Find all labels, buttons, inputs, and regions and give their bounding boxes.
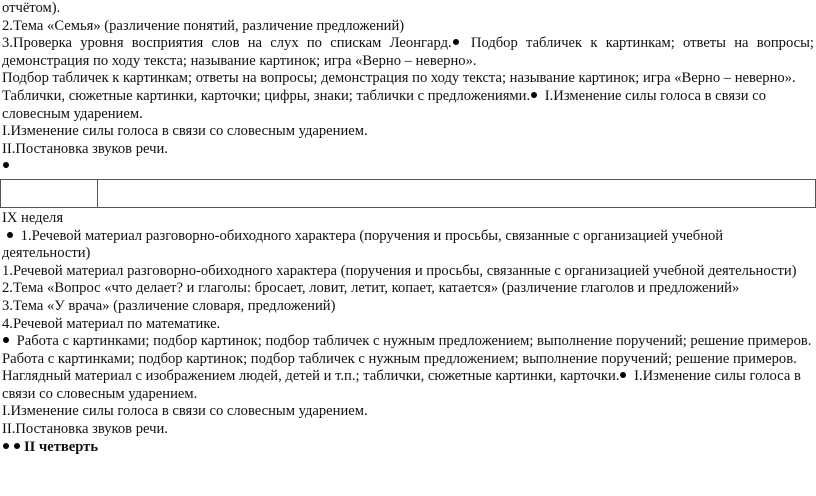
text-span: Подбор табличек к картинкам; ответы на вопросы; демонстрация по ходу текста; называние картинок; игра «Верно – неверно».: [2, 35, 814, 69]
text-paragraph: [2, 88, 814, 123]
empty-table: [0, 179, 816, 208]
text-line: II.Постановка звуков речи.: [2, 140, 168, 157]
bullet-icon: [453, 39, 459, 45]
text-span: Работа с картинками; подбор картинок; подбор табличек с нужным предложением; выполнение поручений; решение примеров.: [13, 333, 812, 350]
week-heading: IX неделя: [2, 209, 64, 226]
text-line: 3.Тема «У врача» (различение словаря, предложений): [2, 297, 336, 314]
text-line: 4.Речевой материал по математике.: [2, 315, 221, 332]
bullet-icon: [3, 337, 9, 343]
bullet-icon: [7, 232, 13, 238]
text-line: II.Постановка звуков речи.: [2, 421, 168, 438]
text-line: I.Изменение силы голоса в связи со словесным ударением.: [2, 403, 368, 420]
quarter-heading: [2, 439, 814, 457]
table-cell: [1, 179, 98, 207]
text-paragraph: [2, 35, 814, 70]
text-paragraph: [2, 368, 814, 403]
text-line: 2.Тема «Семья» (различение понятий, различение предложений): [2, 17, 405, 34]
bullet-icon: [3, 443, 9, 449]
bullet-icon: [3, 162, 9, 168]
table-row: [1, 179, 816, 207]
text-paragraph: [2, 228, 814, 263]
bottom-section: [0, 210, 816, 456]
text-span: 1.Речевой материал разговорно-обиходного характера (поручения и просьбы, связанные с организацией учебной деятельности): [2, 227, 724, 262]
bullet-icon: [620, 372, 626, 378]
text-span: Наглядный материал с изображением людей, детей и т.п.; таблички, сюжетные картинки, карточки.: [2, 368, 620, 385]
bullet-icon: [14, 443, 20, 449]
text-line: отчётом).: [2, 0, 61, 16]
text-paragraph: 1.Речевой материал разговорно-обиходного характера (поручения и просьбы, связанные с организацией учебной деятельности): [2, 262, 797, 279]
text-span: I.Изменение силы голоса в связи со словесным ударением.: [2, 368, 801, 402]
text-span: 3.Проверка уровня восприятия слов на слух по спискам Леонгард.: [2, 35, 452, 52]
table-cell: [98, 179, 816, 207]
text-paragraph: Работа с картинками; подбор картинок; подбор табличек с нужным предложением; выполнение поручений; решение примеров.: [2, 350, 797, 367]
top-section: [0, 0, 816, 176]
text-line: 2.Тема «Вопрос «что делает? и глаголы: бросает, ловит, летит, копает, катается» (различение глаголов и предложений»: [2, 280, 740, 297]
text-paragraph: [2, 333, 814, 351]
text-paragraph: Подбор табличек к картинкам; ответы на вопросы; демонстрация по ходу текста; называние картинок; игра «Верно – неверно».: [2, 70, 796, 87]
text-span: II четверть: [24, 438, 99, 455]
text-span: I.Изменение силы голоса в связи со словесным ударением.: [2, 87, 767, 122]
bullet-line: [2, 158, 814, 176]
text-line: I.Изменение силы голоса в связи со словесным ударением.: [2, 123, 368, 140]
text-span: Таблички, сюжетные картинки, карточки; цифры, знаки; таблички с предложениями.: [2, 87, 531, 104]
bullet-icon: [531, 92, 537, 98]
